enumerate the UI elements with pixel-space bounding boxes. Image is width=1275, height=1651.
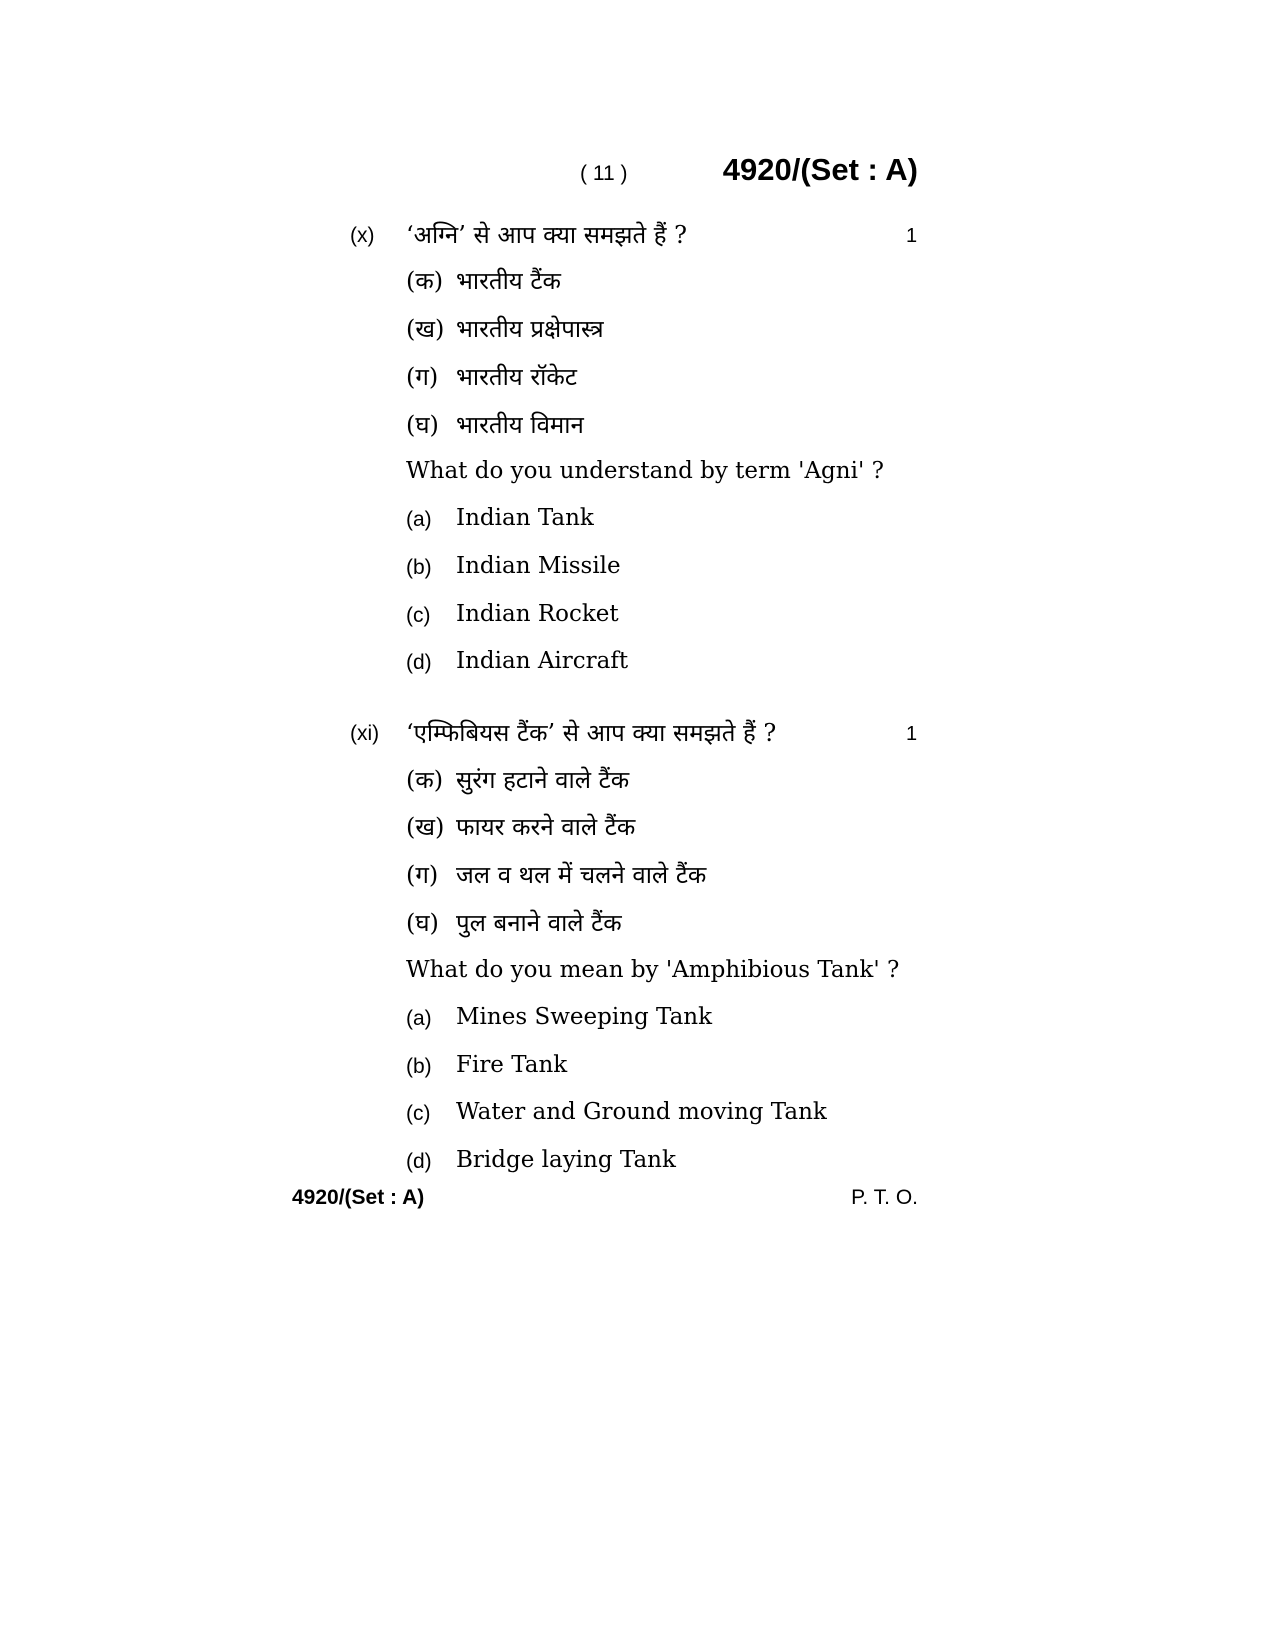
english-option-text: Indian Rocket	[456, 601, 619, 627]
english-option-label: (d)	[406, 651, 432, 674]
english-option-label: (c)	[406, 1102, 431, 1125]
hindi-option-text: भारतीय टैंक	[456, 267, 561, 295]
pto-label: P. T. O.	[851, 1186, 918, 1209]
hindi-option-label: (ख)	[406, 813, 445, 841]
hindi-question: ‘अग्नि’ से आप क्या समझते हैं ?	[406, 221, 688, 249]
hindi-option-label: (क)	[406, 766, 444, 794]
hindi-option-text: सुरंग हटाने वाले टैंक	[456, 766, 630, 794]
english-option-label: (c)	[406, 604, 431, 627]
hindi-option-text: भारतीय रॉकेट	[456, 363, 577, 391]
hindi-option-label: (घ)	[406, 909, 439, 937]
hindi-option-text: जल व थल में चलने वाले टैंक	[456, 861, 707, 889]
english-option-label: (b)	[406, 1055, 432, 1078]
hindi-option-text: भारतीय प्रक्षेपास्त्र	[456, 315, 604, 343]
hindi-option-text: पुल बनाने वाले टैंक	[456, 909, 622, 937]
english-option-text: Fire Tank	[456, 1052, 568, 1078]
english-option-label: (d)	[406, 1150, 432, 1173]
english-option-text: Indian Missile	[456, 553, 621, 579]
question-marks: 1	[906, 723, 918, 745]
question-number: (x)	[350, 224, 375, 247]
english-option-text: Bridge laying Tank	[456, 1147, 676, 1173]
hindi-option-text: भारतीय विमान	[456, 411, 584, 439]
english-question: What do you understand by term 'Agni' ?	[406, 458, 884, 484]
footer-set-code: 4920/(Set : A)	[292, 1186, 425, 1209]
hindi-question: ‘एम्फिबियस टैंक’ से आप क्या समझते हैं ?	[406, 719, 777, 747]
hindi-option-label: (क)	[406, 267, 444, 295]
hindi-option-label: (ख)	[406, 315, 445, 343]
english-option-label: (b)	[406, 556, 432, 579]
english-option-label: (a)	[406, 508, 432, 531]
hindi-option-label: (ग)	[406, 363, 439, 391]
english-option-label: (a)	[406, 1007, 432, 1030]
question-number: (xi)	[350, 722, 380, 745]
hindi-option-text: फायर करने वाले टैंक	[456, 813, 636, 841]
english-option-text: Indian Aircraft	[456, 648, 629, 674]
question-marks: 1	[906, 225, 918, 247]
english-option-text: Mines Sweeping Tank	[456, 1004, 713, 1030]
hindi-option-label: (ग)	[406, 861, 439, 889]
english-option-text: Water and Ground moving Tank	[456, 1099, 827, 1125]
english-option-text: Indian Tank	[456, 505, 594, 531]
english-question: What do you mean by 'Amphibious Tank' ?	[406, 957, 900, 983]
hindi-option-label: (घ)	[406, 411, 439, 439]
page-number: ( 11 )	[580, 162, 628, 185]
header-set-code: 4920/(Set : A)	[722, 152, 918, 187]
